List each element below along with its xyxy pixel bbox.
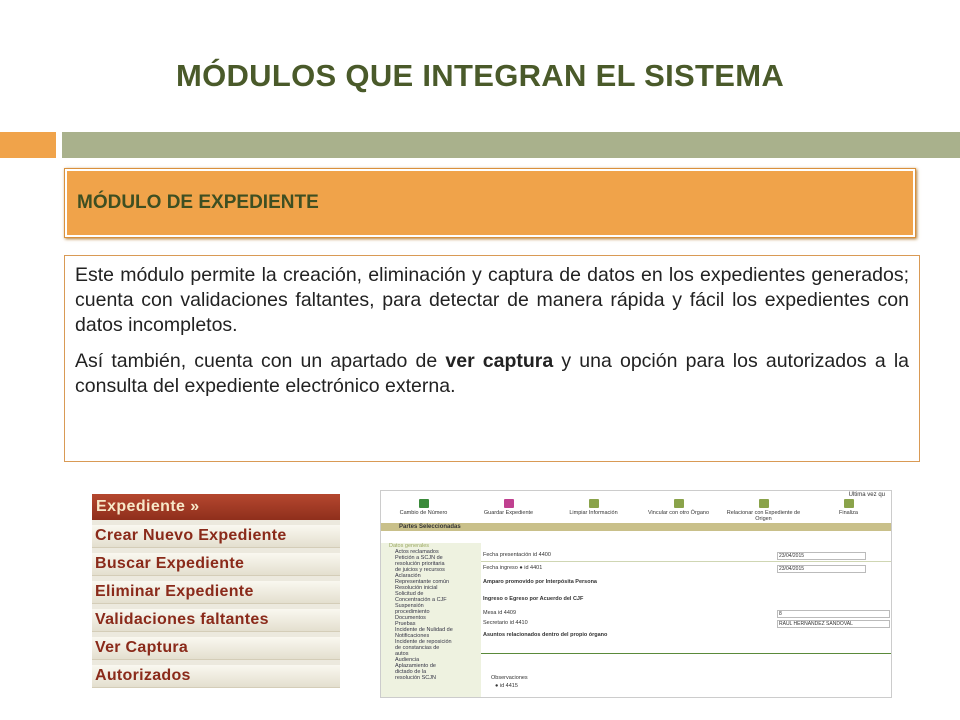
toolbar-finalizar[interactable]: Finaliza [806,499,891,519]
observaciones-label: Observaciones [491,675,528,681]
sidebar-item[interactable]: resolución SCJN [395,675,436,681]
app-toolbar [381,499,891,522]
sidebar-item[interactable]: Documentos [395,615,426,621]
observaciones-id: ● id 4415 [495,683,518,689]
sidebar-item[interactable]: Concentración a CJF [395,597,447,603]
save-icon [504,499,514,508]
paragraph-1: Este módulo permite la creación, eliminación y captura de datos en los expedientes generados; cuenta con validaciones faltantes, para detectar de manera rápida y fácil los expedientes con datos incompletos. [75,264,909,336]
menu-item-buscar[interactable]: Buscar Expediente [92,553,340,576]
sidebar-item[interactable]: Petición a SCJN de [395,555,443,561]
sidebar-item[interactable]: Aclaración [395,573,421,579]
mesa-field[interactable]: 8 [777,610,890,618]
fecha-presentacion-label: Fecha presentación id 4400 [483,552,551,558]
sidebar-item[interactable]: Incidente de reposición [395,639,452,645]
finish-icon [844,499,854,508]
sidebar-item[interactable]: de juicios y recursos [395,567,445,573]
menu-item-crear[interactable]: Crear Nuevo Expediente [92,525,340,548]
sidebar-item[interactable]: Suspensión [395,603,424,609]
sidebar-item[interactable]: Representante común [395,579,450,585]
sidebar-item[interactable]: dictado de la [395,669,427,675]
toolbar-guardar[interactable]: Guardar Expediente [466,499,551,519]
partes-bar[interactable]: Partes Seleccionadas [381,523,891,531]
app-sidebar [381,543,481,698]
clear-icon [589,499,599,508]
accent-bar-orange [0,132,56,158]
sidebar-item[interactable]: Audiencia [395,657,420,663]
module-title: MÓDULO DE EXPEDIENTE [77,192,319,213]
cambio-numero-icon [419,499,429,508]
ver-captura-emphasis: ver captura [445,350,554,372]
paragraph-2: Así también, cuenta con un apartado de ver captura y una opción para los autorizados a la consulta del expediente electrónico externa. [75,350,909,397]
menu-item-ver-captura[interactable]: Ver Captura [92,637,340,660]
menu-item-eliminar[interactable]: Eliminar Expediente [92,581,340,604]
sidebar-item[interactable]: Aplazamiento de [395,663,436,669]
section-divider [481,653,891,654]
fecha-ingreso-field[interactable]: 23/04/2015 [777,565,866,573]
secretario-field[interactable]: RAUL HERNANDEZ SANDOVAL [777,620,890,628]
sidebar-item[interactable]: autos [395,651,409,657]
fecha-ingreso-label: Fecha ingreso ● id 4401 [483,565,543,571]
app-screenshot [380,490,892,698]
slide-title: MÓDULOS QUE INTEGRAN EL SISTEMA [175,58,785,93]
ingreso-section[interactable]: Ingreso o Egreso por Acuerdo del CJF [483,596,584,602]
module-header [64,168,916,238]
amparo-section[interactable]: Amparo promovido por Interpósita Persona [483,579,597,585]
add-icon [759,499,769,508]
description-box [64,255,920,462]
toolbar-limpiar[interactable]: Limpiar Información [551,499,636,519]
menu-item-autorizados[interactable]: Autorizados [92,665,340,688]
mesa-label: Mesa id 4409 [483,610,517,616]
last-login-note: Ultima vez qu [848,492,885,498]
expediente-menu [92,494,340,686]
sidebar-item[interactable]: procedimiento [395,609,430,615]
divider [481,561,891,562]
sidebar-item[interactable]: resolución prioritaria [395,561,445,567]
sidebar-item[interactable]: Actos reclamados [395,549,439,555]
accent-bar-green [62,132,960,158]
toolbar-cambio-numero[interactable]: Cambio de Número [381,499,466,519]
toolbar-relacionar[interactable]: Relacionar con Expediente de Origen [721,499,806,519]
link-icon [674,499,684,508]
fecha-presentacion-field[interactable]: 23/04/2015 [777,552,866,560]
sidebar-item[interactable]: Resolución inicial [395,585,438,591]
sidebar-item[interactable]: Notificaciones [395,633,430,639]
menu-header[interactable]: Expediente » [92,494,340,520]
secretario-label: Secretario id 4410 [483,620,528,626]
sidebar-item[interactable]: Solicitud de [395,591,424,597]
sidebar-head[interactable]: Datos generales [389,543,430,549]
sidebar-item[interactable]: de constancias de [395,645,440,651]
toolbar-vincular[interactable]: Vincular con otro Órgano [636,499,721,519]
asuntos-section[interactable]: Asuntos relacionados dentro del propio órgano [483,632,608,638]
menu-item-validaciones[interactable]: Validaciones faltantes [92,609,340,632]
sidebar-item[interactable]: Incidente de Nulidad de [395,627,453,633]
sidebar-item[interactable]: Pruebas [395,621,416,627]
